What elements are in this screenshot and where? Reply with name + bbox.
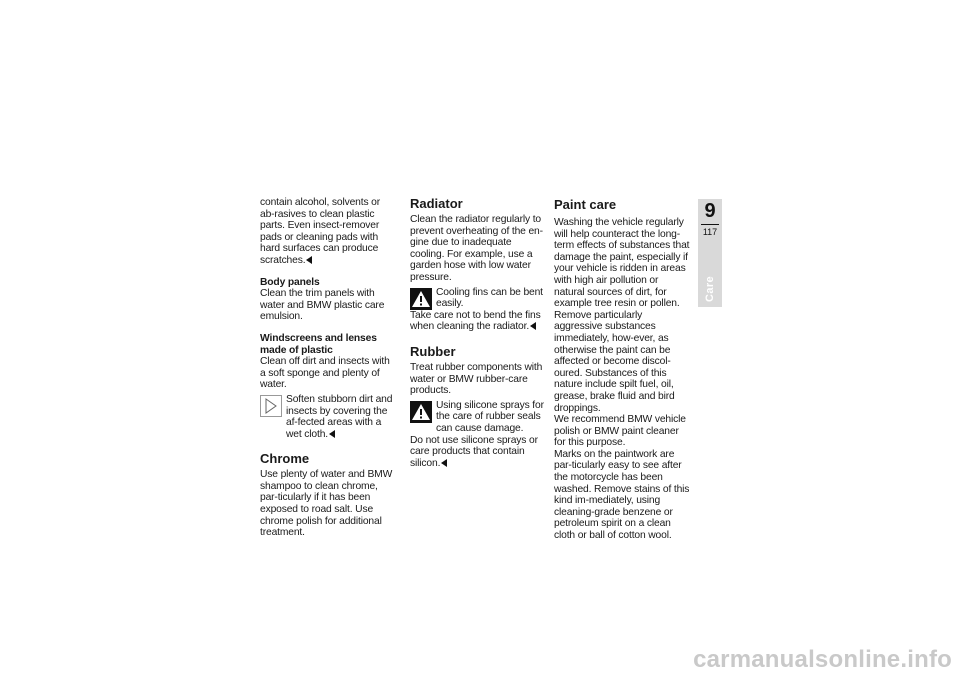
watermark: carmanualsonline.info [693,646,952,673]
tip-arrow-icon [260,395,282,417]
rubber-warning [410,400,546,435]
column-1 [260,197,396,539]
chapter-divider [701,224,719,225]
chapter-number: 9 [704,200,716,222]
radiator-warning-text: Cooling fins can be bent easily. [436,286,543,310]
paint-care-text-3: We recommend BMW vehicle polish or BMW paint cleaner for this purpose. [554,414,686,449]
rubber-heading: Rubber [410,343,456,359]
paint-care-text-2: Remove particularly aggressive substances immediately, how-ever, as otherwise the paint can be affected or become discol-oured. Substances of this nature include spilt fuel, oil, grease, brake fluid and bird droppings. [554,309,675,414]
page-number: 117 [702,227,718,237]
intro-paragraph: contain alcohol, solvents or ab-rasives to clean plastic parts. Even insect-remover pads or cleaning pads with hard surfaces can produce scratches. [260,197,381,266]
rubber-warning-continued: Do not use silicone sprays or care products that contain silicon. [410,434,538,469]
chrome-text: Use plenty of water and BMW shampoo to clean chrome, par-ticularly if it has been exposed to road salt. Use chrome polish for additional treatment. [260,469,393,539]
tip-text: Soften stubborn dirt and insects by covering the af-fected areas with a wet cloth. [286,393,393,440]
rubber-text: Treat rubber components with water or BMW rubber-care products. [410,361,543,397]
warning-triangle-icon [410,401,432,423]
paint-care-text-4: Marks on the paintwork are par-ticularly easy to see after the motorcycle has been washed. Remove stains of this kind im-mediately, using cleaning-grade benzene or petroleum spirit on a clean cloth or ball of cotton wool. [554,448,690,542]
paint-care-text-1: Washing the vehicle regularly will help counteract the long-term effects of substances that damage the paint, especially if your vehicle is ridden in areas with high air pollution or natural sources of dirt, for example tree resin or pollen. [554,217,690,310]
end-triangle-icon [441,459,447,467]
radiator-warning-continued: Take care not to bend the fins when cleaning the radiator. [410,309,541,333]
warning-triangle-icon [410,288,432,310]
radiator-warning [410,287,546,310]
column-2 [410,197,546,469]
radiator-heading: Radiator [410,196,463,211]
end-triangle-icon [306,256,312,264]
windscreens-text: Clean off dirt and insects with a soft sponge and plenty of water. [260,356,390,391]
end-triangle-icon [329,430,335,438]
chrome-heading: Chrome [260,451,310,467]
radiator-text: Clean the radiator regularly to prevent overheating of the en-gine due to inadequate cooling. For example, use a garden hose with low water pressure. [410,214,543,283]
body-panels-text: Clean the trim panels with water and BMW plastic care emulsion. [260,288,385,323]
tip-note [260,394,396,440]
body-panels-heading: Body panels [260,276,320,288]
end-triangle-icon [530,322,536,330]
column-3 [554,197,690,542]
rubber-warning-text: Using silicone sprays for the care of rubber seals can cause damage. [436,399,544,434]
paint-care-heading: Paint care [554,197,617,212]
windscreens-heading: Windscreens and lenses made of plastic [260,332,377,356]
chapter-label: Care [704,275,716,303]
